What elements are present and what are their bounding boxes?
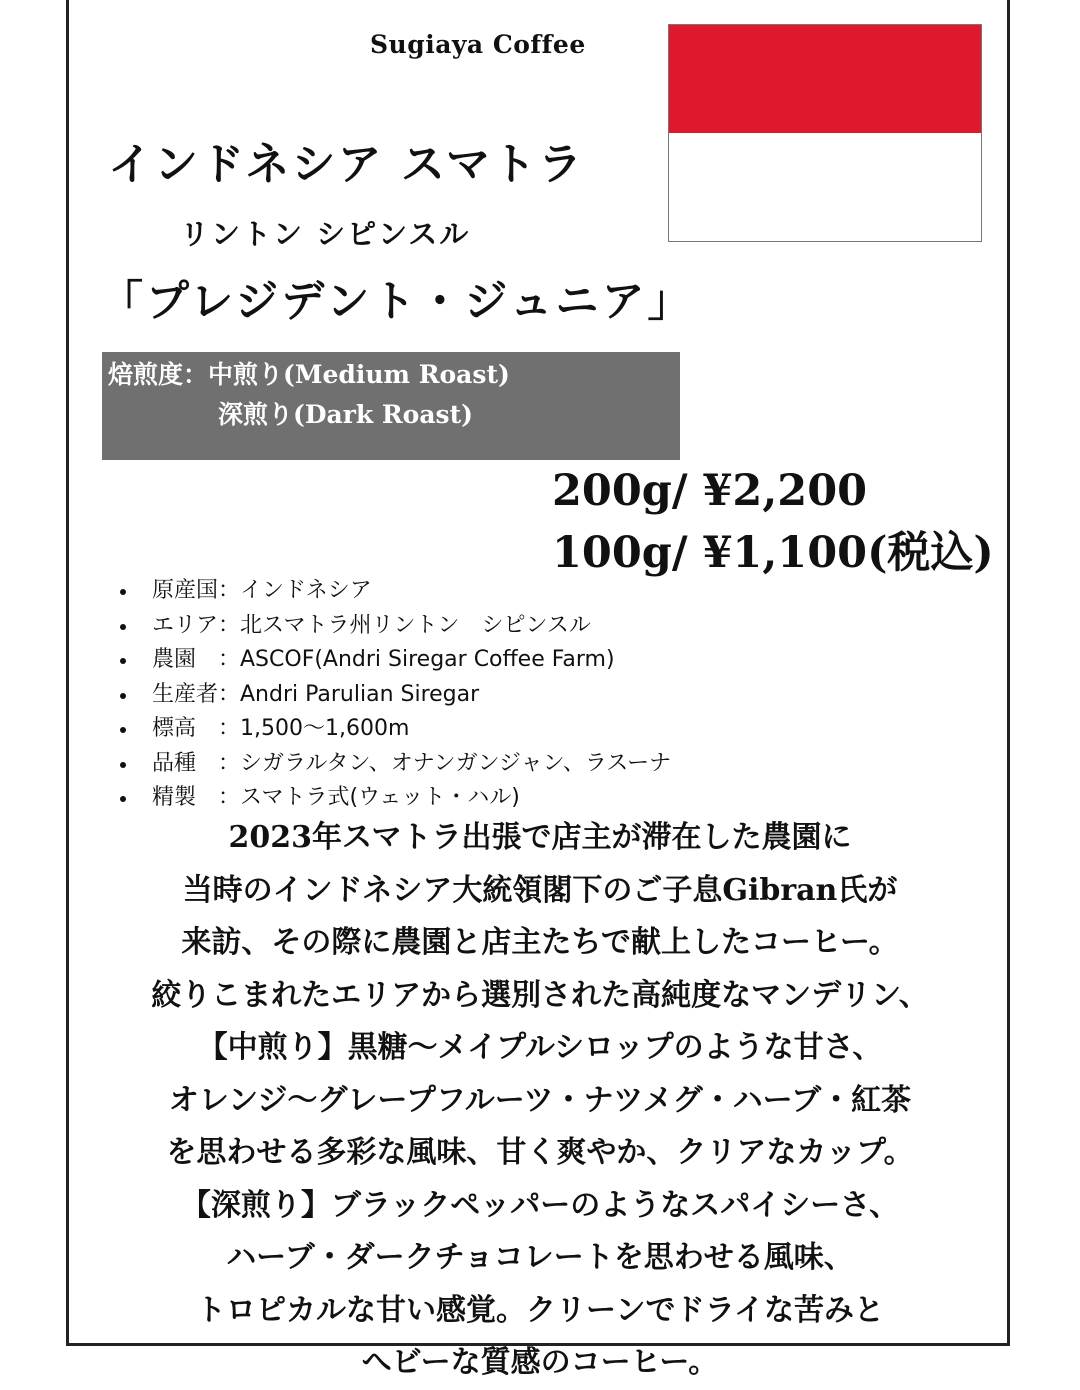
roast-level-medium: 焙煎度：中煎り(Medium Roast) bbox=[108, 360, 510, 389]
description-line: 当時のインドネシア大統領閣下のご子息Gibran氏が bbox=[182, 872, 898, 908]
price-100g: 100g/ ¥1,100(税込) bbox=[552, 528, 994, 578]
price-block bbox=[552, 460, 994, 584]
description-line: オレンジ〜グレープフルーツ・ナツメグ・ハーブ・紅茶 bbox=[168, 1082, 912, 1118]
bullet-icon bbox=[120, 727, 126, 733]
description-line: 2023年スマトラ出張で店主が滞在した農園に bbox=[228, 820, 852, 855]
description-line: 【中煎り】黒糖〜メイプルシロップのような甘さ、 bbox=[197, 1030, 883, 1065]
price-200g: 200g/ ¥2,200 bbox=[552, 466, 868, 516]
roast-level-box bbox=[102, 352, 680, 460]
description-line: を思わせる多彩な風味、甘く爽やか、クリアなカップ。 bbox=[166, 1135, 914, 1170]
bullet-icon bbox=[120, 624, 126, 630]
product-region-subtitle: リントン シピンスル bbox=[180, 217, 471, 251]
brand-name: Sugiaya Coffee bbox=[370, 30, 586, 59]
roast-level-dark: 深煎り(Dark Roast) bbox=[218, 400, 474, 429]
description-line: へビーな質感のコーヒー。 bbox=[361, 1345, 719, 1380]
product-name: 「プレジデント・ジュニア」 bbox=[100, 277, 694, 327]
spec-item-process: 精製 ：スマトラ式(ウェット・ハル) bbox=[118, 781, 671, 816]
bullet-icon bbox=[120, 762, 126, 768]
product-origin-title: インドネシア スマトラ bbox=[108, 139, 584, 190]
bullet-icon bbox=[120, 589, 126, 595]
description-line: 絞りこまれたエリアから選別された高純度なマンデリン、 bbox=[151, 977, 929, 1013]
description-line: トロピカルな甘い感覚。クリーンでドライな苦みと bbox=[196, 1292, 884, 1328]
spec-item-origin: 原産国：インドネシア bbox=[118, 574, 671, 609]
description-block bbox=[80, 812, 1000, 1390]
flag-white-stripe bbox=[669, 133, 981, 241]
bullet-icon bbox=[120, 658, 126, 664]
description-line: ハーブ・ダークチョコレートを思わせる風味、 bbox=[226, 1240, 854, 1275]
spec-item-variety: 品種 ：シガラルタン、オナンガンジャン、ラスーナ bbox=[118, 747, 671, 782]
indonesia-flag-icon bbox=[668, 24, 982, 242]
description-line: 【深煎り】ブラックペッパーのようなスパイシーさ、 bbox=[180, 1187, 900, 1223]
spec-item-producer: 生産者：Andri Parulian Siregar bbox=[118, 678, 671, 713]
bullet-icon bbox=[120, 796, 126, 802]
spec-list bbox=[118, 574, 671, 816]
bullet-icon bbox=[120, 693, 126, 699]
flag-red-stripe bbox=[669, 25, 981, 133]
spec-item-area: エリア：北スマトラ州リントン シピンスル bbox=[118, 609, 671, 644]
spec-item-altitude: 標高 ：1,500〜1,600m bbox=[118, 712, 671, 747]
description-line: 来訪、その際に農園と店主たちで献上したコーヒー。 bbox=[181, 925, 899, 960]
spec-item-farm: 農園 ：ASCOF(Andri Siregar Coffee Farm) bbox=[118, 643, 671, 678]
